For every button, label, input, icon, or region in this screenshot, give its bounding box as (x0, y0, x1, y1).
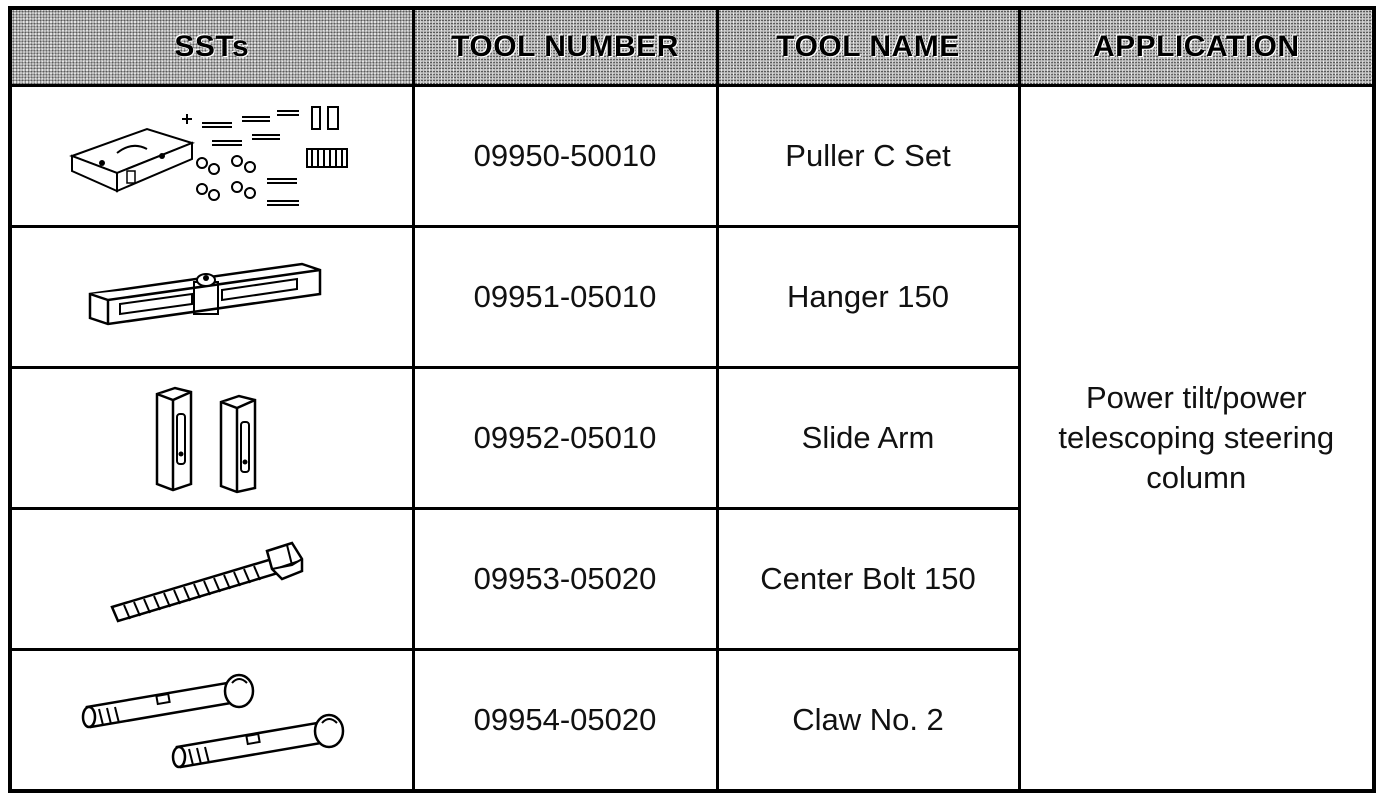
header-ssts: SSTs (10, 8, 413, 86)
sst-illustration-cell (10, 650, 413, 792)
header-tool-number: TOOL NUMBER (413, 8, 717, 86)
sst-illustration-cell (10, 509, 413, 650)
tool-name-cell: Hanger 150 (717, 227, 1019, 368)
sst-illustration-cell (10, 368, 413, 509)
application-line: Power tilt/power (1085, 380, 1307, 415)
tool-name-cell: Center Bolt 150 (717, 509, 1019, 650)
sst-illustration-cell (10, 227, 413, 368)
application-line: telescoping steering (1058, 420, 1335, 455)
tool-number-cell: 09954-05020 (413, 650, 717, 792)
claw-no-2-icon (77, 665, 347, 775)
tool-number-cell: 09951-05010 (413, 227, 717, 368)
puller-c-set-icon (62, 101, 362, 211)
slide-arm-icon (147, 382, 277, 494)
sst-illustration-cell (10, 86, 413, 227)
tool-name-cell: Puller C Set (717, 86, 1019, 227)
application-line: column (1146, 460, 1247, 495)
tool-name-cell: Slide Arm (717, 368, 1019, 509)
center-bolt-150-icon (102, 529, 322, 629)
header-application: APPLICATION (1019, 8, 1374, 86)
tool-number-cell: 09953-05020 (413, 509, 717, 650)
header-row (10, 8, 1374, 86)
table-row (10, 86, 1374, 227)
tool-number-cell: 09950-50010 (413, 86, 717, 227)
sst-table (8, 6, 1376, 793)
hanger-150-icon (82, 242, 342, 352)
application-cell (1019, 86, 1374, 792)
header-tool-name: TOOL NAME (717, 8, 1019, 86)
tool-number-cell: 09952-05010 (413, 368, 717, 509)
tool-name-cell: Claw No. 2 (717, 650, 1019, 792)
